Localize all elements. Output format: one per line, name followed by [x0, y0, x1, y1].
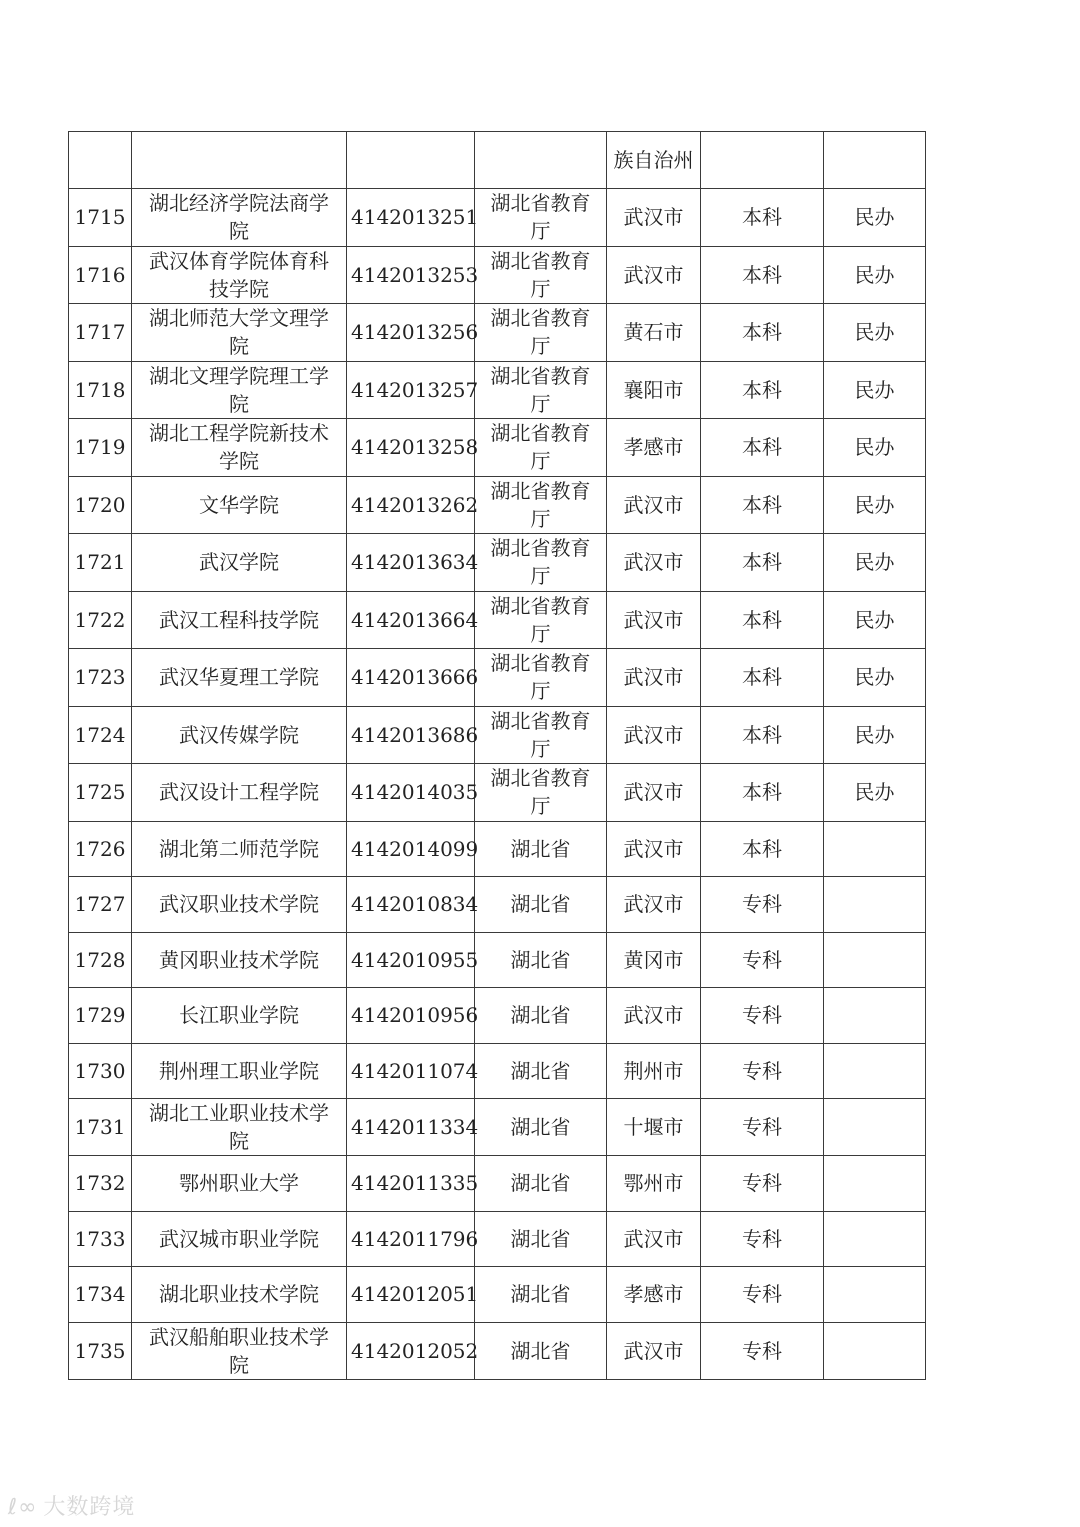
- table-row: [69, 877, 926, 933]
- cell-type: [824, 821, 926, 877]
- cell-city: 武汉市: [607, 476, 701, 534]
- table-row: [69, 591, 926, 649]
- cell-type: 民办: [824, 189, 926, 247]
- cell-department: 湖北省教育厅: [475, 419, 607, 477]
- cell-city: 黄冈市: [607, 932, 701, 988]
- cell-level: [701, 132, 824, 189]
- cell-school-name: 武汉城市职业学院: [132, 1211, 347, 1267]
- cell-city: 武汉市: [607, 988, 701, 1044]
- cell-city: 族自治州: [607, 132, 701, 189]
- cell-city: 孝感市: [607, 1267, 701, 1323]
- cell-school-name: 湖北文理学院理工学院: [132, 361, 347, 419]
- cell-department: 湖北省: [475, 932, 607, 988]
- cell-department: 湖北省: [475, 1267, 607, 1323]
- cell-index: 1729: [69, 988, 132, 1044]
- cell-code: 4142013262: [347, 476, 475, 534]
- cell-school-name: 武汉职业技术学院: [132, 877, 347, 933]
- cell-school-name: 湖北工程学院新技术学院: [132, 419, 347, 477]
- cell-type: [824, 877, 926, 933]
- cell-type: 民办: [824, 476, 926, 534]
- cell-department: 湖北省: [475, 877, 607, 933]
- cell-index: 1731: [69, 1099, 132, 1156]
- table-row: [69, 1043, 926, 1099]
- cell-code: 4142013666: [347, 649, 475, 707]
- cell-type: [824, 1322, 926, 1379]
- cell-department: 湖北省: [475, 821, 607, 877]
- cell-code: 4142011074: [347, 1043, 475, 1099]
- cell-department: [475, 132, 607, 189]
- cell-school-name: 湖北职业技术学院: [132, 1267, 347, 1323]
- cell-department: 湖北省教育厅: [475, 591, 607, 649]
- cell-city: 黄石市: [607, 304, 701, 362]
- cell-school-name: 武汉华夏理工学院: [132, 649, 347, 707]
- cell-city: 襄阳市: [607, 361, 701, 419]
- cell-level: 本科: [701, 649, 824, 707]
- cell-city: 武汉市: [607, 591, 701, 649]
- cell-department: 湖北省教育厅: [475, 361, 607, 419]
- cell-school-name: 文华学院: [132, 476, 347, 534]
- cell-city: 孝感市: [607, 419, 701, 477]
- cell-type: 民办: [824, 304, 926, 362]
- cell-index: 1726: [69, 821, 132, 877]
- cell-index: 1727: [69, 877, 132, 933]
- cell-index: 1720: [69, 476, 132, 534]
- cell-code: 4142013258: [347, 419, 475, 477]
- cell-level: 本科: [701, 534, 824, 592]
- table-row: [69, 988, 926, 1044]
- table-row: [69, 476, 926, 534]
- cell-index: 1735: [69, 1322, 132, 1379]
- cell-type: 民办: [824, 649, 926, 707]
- cell-level: 本科: [701, 189, 824, 247]
- cell-type: 民办: [824, 706, 926, 764]
- cell-department: 湖北省: [475, 988, 607, 1044]
- cell-type: 民办: [824, 246, 926, 304]
- cell-index: 1717: [69, 304, 132, 362]
- cell-code: 4142014035: [347, 764, 475, 822]
- table-row: [69, 246, 926, 304]
- table-row: [69, 361, 926, 419]
- cell-city: 武汉市: [607, 649, 701, 707]
- cell-index: 1716: [69, 246, 132, 304]
- table-row-continued: [69, 132, 926, 189]
- cell-type: 民办: [824, 764, 926, 822]
- cell-code: 4142011335: [347, 1156, 475, 1212]
- cell-index: 1732: [69, 1156, 132, 1212]
- cell-type: [824, 932, 926, 988]
- cell-level: 本科: [701, 821, 824, 877]
- cell-level: 专科: [701, 1211, 824, 1267]
- cell-code: 4142010834: [347, 877, 475, 933]
- cell-code: 4142013257: [347, 361, 475, 419]
- cell-code: [347, 132, 475, 189]
- table-row: [69, 764, 926, 822]
- cell-school-name: 武汉体育学院体育科技学院: [132, 246, 347, 304]
- table-row: [69, 1156, 926, 1212]
- cell-department: 湖北省: [475, 1211, 607, 1267]
- cell-code: 4142011334: [347, 1099, 475, 1156]
- cell-level: 专科: [701, 1099, 824, 1156]
- cell-level: 本科: [701, 246, 824, 304]
- cell-level: 专科: [701, 1322, 824, 1379]
- cell-code: 4142012052: [347, 1322, 475, 1379]
- table-row: [69, 1099, 926, 1156]
- cell-level: 专科: [701, 1267, 824, 1323]
- cell-type: [824, 988, 926, 1044]
- cell-code: 4142013251: [347, 189, 475, 247]
- cell-department: 湖北省教育厅: [475, 534, 607, 592]
- cell-department: 湖北省教育厅: [475, 189, 607, 247]
- cell-city: 武汉市: [607, 821, 701, 877]
- table-row: [69, 1267, 926, 1323]
- cell-school-name: 湖北工业职业技术学院: [132, 1099, 347, 1156]
- cell-school-name: 湖北第二师范学院: [132, 821, 347, 877]
- cell-school-name: 荆州理工职业学院: [132, 1043, 347, 1099]
- cell-index: 1723: [69, 649, 132, 707]
- cell-school-name: 长江职业学院: [132, 988, 347, 1044]
- cell-index: 1721: [69, 534, 132, 592]
- cell-school-name: 黄冈职业技术学院: [132, 932, 347, 988]
- school-list-table: [68, 131, 926, 1380]
- cell-city: 武汉市: [607, 706, 701, 764]
- cell-code: 4142010955: [347, 932, 475, 988]
- table-row: [69, 1322, 926, 1379]
- cell-type: 民办: [824, 534, 926, 592]
- cell-level: 专科: [701, 1156, 824, 1212]
- cell-department: 湖北省教育厅: [475, 304, 607, 362]
- cell-school-name: 武汉船舶职业技术学院: [132, 1322, 347, 1379]
- cell-school-name: 武汉传媒学院: [132, 706, 347, 764]
- cell-level: 专科: [701, 877, 824, 933]
- cell-index: 1724: [69, 706, 132, 764]
- cell-code: 4142013256: [347, 304, 475, 362]
- cell-index: 1730: [69, 1043, 132, 1099]
- cell-school-name: [132, 132, 347, 189]
- cell-level: 专科: [701, 932, 824, 988]
- table-body: [69, 132, 926, 1380]
- cell-department: 湖北省教育厅: [475, 246, 607, 304]
- watermark-text: 大数跨境: [43, 1495, 136, 1520]
- cell-department: 湖北省: [475, 1043, 607, 1099]
- cell-type: 民办: [824, 361, 926, 419]
- cell-index: 1734: [69, 1267, 132, 1323]
- table-row: [69, 649, 926, 707]
- table-row: [69, 821, 926, 877]
- cell-level: 本科: [701, 764, 824, 822]
- cell-index: 1722: [69, 591, 132, 649]
- cell-school-name: 湖北经济学院法商学院: [132, 189, 347, 247]
- cell-school-name: 湖北师范大学文理学院: [132, 304, 347, 362]
- cell-city: 武汉市: [607, 1322, 701, 1379]
- cell-index: [69, 132, 132, 189]
- cell-school-name: 鄂州职业大学: [132, 1156, 347, 1212]
- cell-level: 本科: [701, 591, 824, 649]
- cell-type: [824, 1099, 926, 1156]
- cell-index: 1733: [69, 1211, 132, 1267]
- cell-type: [824, 132, 926, 189]
- cell-department: 湖北省: [475, 1099, 607, 1156]
- cell-type: [824, 1211, 926, 1267]
- cell-type: [824, 1156, 926, 1212]
- watermark-logo-icon: ℓ∞: [8, 1495, 38, 1520]
- cell-index: 1728: [69, 932, 132, 988]
- cell-department: 湖北省教育厅: [475, 476, 607, 534]
- cell-level: 本科: [701, 304, 824, 362]
- cell-department: 湖北省: [475, 1322, 607, 1379]
- cell-type: 民办: [824, 419, 926, 477]
- cell-department: 湖北省: [475, 1156, 607, 1212]
- table-row: [69, 932, 926, 988]
- table-row: [69, 304, 926, 362]
- cell-type: 民办: [824, 591, 926, 649]
- table-row: [69, 1211, 926, 1267]
- cell-city: 鄂州市: [607, 1156, 701, 1212]
- cell-index: 1715: [69, 189, 132, 247]
- cell-city: 荆州市: [607, 1043, 701, 1099]
- cell-code: 4142012051: [347, 1267, 475, 1323]
- cell-code: 4142014099: [347, 821, 475, 877]
- cell-city: 十堰市: [607, 1099, 701, 1156]
- cell-level: 本科: [701, 476, 824, 534]
- cell-index: 1719: [69, 419, 132, 477]
- cell-level: 专科: [701, 1043, 824, 1099]
- cell-code: 4142013686: [347, 706, 475, 764]
- cell-code: 4142013634: [347, 534, 475, 592]
- cell-city: 武汉市: [607, 1211, 701, 1267]
- cell-school-name: 武汉设计工程学院: [132, 764, 347, 822]
- cell-index: 1718: [69, 361, 132, 419]
- table-row: [69, 706, 926, 764]
- cell-city: 武汉市: [607, 877, 701, 933]
- cell-type: [824, 1043, 926, 1099]
- cell-code: 4142010956: [347, 988, 475, 1044]
- cell-code: 4142013664: [347, 591, 475, 649]
- cell-level: 本科: [701, 706, 824, 764]
- cell-city: 武汉市: [607, 764, 701, 822]
- cell-index: 1725: [69, 764, 132, 822]
- watermark: [8, 1490, 135, 1521]
- cell-code: 4142013253: [347, 246, 475, 304]
- table-row: [69, 419, 926, 477]
- cell-school-name: 武汉学院: [132, 534, 347, 592]
- cell-level: 本科: [701, 419, 824, 477]
- table-row: [69, 189, 926, 247]
- cell-city: 武汉市: [607, 534, 701, 592]
- cell-department: 湖北省教育厅: [475, 649, 607, 707]
- cell-level: 本科: [701, 361, 824, 419]
- cell-type: [824, 1267, 926, 1323]
- table-row: [69, 534, 926, 592]
- cell-city: 武汉市: [607, 189, 701, 247]
- cell-department: 湖北省教育厅: [475, 706, 607, 764]
- cell-department: 湖北省教育厅: [475, 764, 607, 822]
- cell-level: 专科: [701, 988, 824, 1044]
- cell-code: 4142011796: [347, 1211, 475, 1267]
- cell-school-name: 武汉工程科技学院: [132, 591, 347, 649]
- cell-city: 武汉市: [607, 246, 701, 304]
